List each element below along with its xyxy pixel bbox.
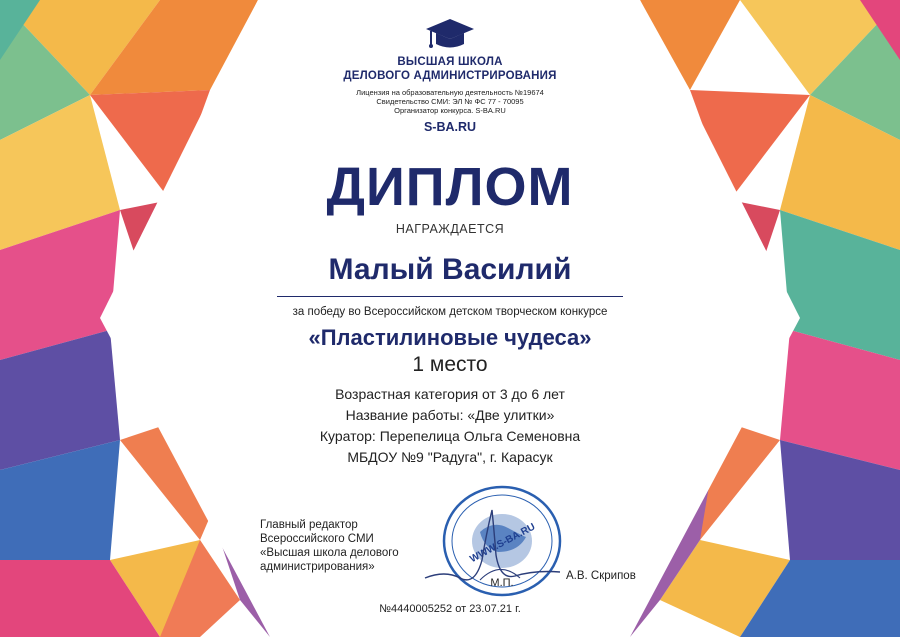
- organizer-text: Организатор конкурса. S-BA.RU: [394, 106, 506, 115]
- name-underline: [277, 296, 623, 297]
- organization-name-line1: ВЫСШАЯ ШКОЛА: [397, 56, 503, 68]
- signature-position: [260, 518, 399, 574]
- graduation-cap-icon: [424, 17, 476, 53]
- position-line: Главный редактор: [260, 519, 358, 531]
- organization-name-line2: ДЕЛОВОГО АДМИНИСТРИРОВАНИЯ: [343, 70, 557, 82]
- position-line: Всероссийского СМИ: [260, 533, 374, 545]
- diploma-number: №4440005252 от 23.07.21 г.: [379, 603, 521, 615]
- diploma-title: ДИПЛОМ: [326, 157, 574, 217]
- position-line: «Высшая школа делового: [260, 547, 399, 559]
- place-text: 1 место: [412, 353, 488, 376]
- work-title: Название работы: «Две улитки»: [345, 407, 555, 423]
- handwritten-signature: [420, 500, 570, 595]
- awarded-label: НАГРАЖДАЕТСЯ: [395, 222, 505, 236]
- recipient-name: Малый Василий: [328, 253, 572, 286]
- stamp-text: WWW.S-BA.RU: [468, 521, 538, 566]
- award-reason: за победу во Всероссийском детском творческом конкурсе: [292, 306, 608, 318]
- signer-name: А.В. Скрипов: [566, 570, 636, 582]
- contest-title: «Пластилиновые чудеса»: [308, 325, 592, 350]
- institution: МБДОУ №9 "Радуга", г. Карасук: [347, 449, 553, 465]
- license-text: Лицензия на образовательную деятельность №19674: [356, 88, 544, 97]
- position-line: администрирования»: [260, 561, 375, 573]
- age-category: Возрастная категория от 3 до 6 лет: [335, 386, 565, 402]
- stamp-mark: М.П.: [490, 577, 514, 589]
- certificate-text: Свидетельство СМИ: ЭЛ № ФС 77 - 70095: [376, 97, 524, 106]
- site-link: S-BA.RU: [423, 120, 477, 134]
- curator: Куратор: Перепелица Ольга Семеновна: [319, 428, 581, 444]
